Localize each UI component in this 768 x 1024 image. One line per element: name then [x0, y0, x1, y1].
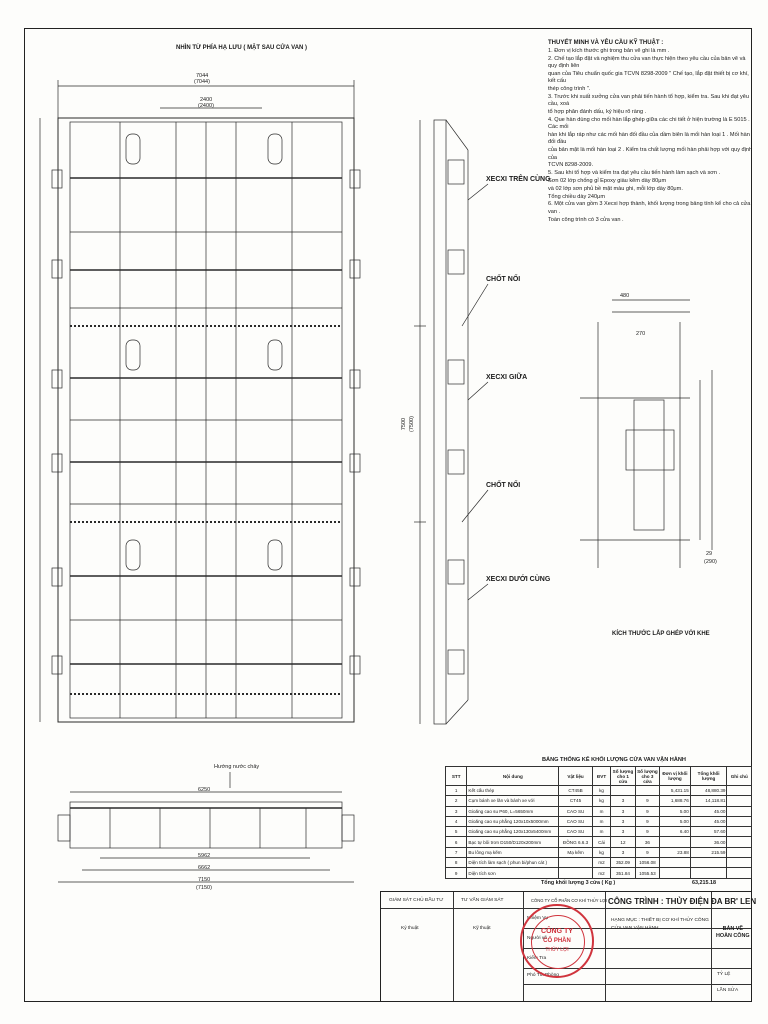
quantity-table-title: BẢNG THỐNG KÊ KHỐI LƯỢNG CỬA VAN VẬN HÀNH [542, 757, 686, 763]
note-line: Tổng chiều dày 240μm [548, 193, 606, 200]
table-cell [559, 858, 593, 868]
seal-line-2: CỔ PHẦN [543, 938, 571, 944]
scale-label: TỶ LỆ [717, 972, 731, 977]
table-row [446, 796, 752, 806]
table-cell: m2 [592, 858, 610, 868]
table-cell [727, 806, 752, 816]
table-cell [727, 827, 752, 837]
plan-dim-2: 5962 [198, 853, 211, 859]
table-cell: 36.00 [690, 837, 727, 847]
table-cell: 4 [446, 816, 467, 826]
table-cell: Mạ kẽm [559, 847, 593, 857]
table-cell: 215.59 [690, 847, 727, 857]
table-cell: m [592, 806, 610, 816]
table-cell: 5 [446, 827, 467, 837]
table-cell: m2 [592, 868, 610, 878]
col-header: STT [446, 767, 467, 786]
table-cell: kg [592, 786, 610, 796]
drawing-type-line-2: HOÀN CÔNG [716, 932, 750, 939]
table-cell: 3 [611, 796, 635, 806]
dim-lug-spacing-alt: (2400) [198, 103, 214, 109]
note-line: tổ hợp phân đánh dấu, ký hiệu rõ ràng . [548, 109, 647, 115]
table-cell: Gioăng cao su P60, L=5650mm [467, 806, 559, 816]
table-row [446, 827, 752, 837]
project-title: CÔNG TRÌNH : THỦY ĐIỆN ĐA BR' LEN [608, 897, 757, 906]
table-cell: 48,880.39 [690, 786, 727, 796]
dim-overall-width-alt: (7044) [194, 79, 210, 85]
table-cell [559, 868, 593, 878]
quantity-table [445, 766, 752, 879]
table-cell: CT45B [559, 786, 593, 796]
table-cell [660, 837, 691, 847]
table-cell: 9 [446, 868, 467, 878]
dim-overall-width: 7044 [196, 73, 209, 79]
role-task: Nhiệm Vụ [527, 916, 549, 921]
table-cell: Bạc tự bôi trơn D150/D120x200mm [467, 837, 559, 847]
table-cell: 36 [635, 837, 659, 847]
table-cell: 3 [611, 806, 635, 816]
table-cell: Diện tích làm sạch ( phun bi/phun cát ) [467, 858, 559, 868]
table-cell: 8 [446, 858, 467, 868]
table-cell [660, 858, 691, 868]
table-cell: CAO SU [559, 806, 593, 816]
dim-gate-height-alt: (7500) [408, 416, 415, 432]
col-header: ĐVT [592, 767, 610, 786]
table-cell: 5.00 [660, 806, 691, 816]
table-cell: 3 [611, 827, 635, 837]
note-line: Toàn công trình có 3 cửa van . [548, 216, 624, 223]
table-cell [727, 837, 752, 847]
detail-dim-2: 270 [636, 331, 646, 337]
col-header: Số lượng cho 3 cửa [637, 768, 658, 784]
table-cell: m [592, 816, 610, 826]
detail-title: KÍCH THƯỚC LẮP GHÉP VỚI KHE [612, 631, 710, 637]
note-line: 1. Đơn vị kích thước ghi trong bản vẽ ghi là mm . [548, 47, 670, 54]
owner-supervision: GIÁM SÁT CHỦ ĐẦU TƯ [389, 898, 444, 903]
col-header: Số lượng cho 1 cửa [612, 768, 634, 784]
table-cell: Gioăng cao su phẳng 120x10x5000mm [467, 816, 559, 826]
table-cell: 352.09 [611, 858, 635, 868]
table-cell: Cụm bánh xe lăn và bánh xe với [467, 796, 559, 806]
table-cell: 45.00 [690, 806, 727, 816]
table-cell [727, 858, 752, 868]
plan-dim-1: 6250 [198, 787, 211, 793]
table-cell [660, 868, 691, 878]
role-checker: Kiểm Tra [527, 956, 547, 961]
technical-notes [548, 40, 753, 224]
table-cell: Gioăng cao su phẳng 120x130x5400mm [467, 827, 559, 837]
table-cell: 2 [446, 796, 467, 806]
table-cell: 9 [635, 816, 659, 826]
col-header: Nội dung [467, 767, 559, 786]
table-cell: 12 [611, 837, 635, 847]
label-bottom-section: XECXI DƯỚI CÙNG [486, 576, 551, 583]
table-cell: 3 [611, 847, 635, 857]
owner-sign: Ký thuật [401, 926, 419, 931]
col-header: Vật liệu [559, 767, 593, 786]
plan-dim-3: 6662 [198, 865, 211, 871]
plan-dim-4-alt: (7150) [196, 885, 212, 891]
note-line: và 02 lớp sơn phủ bề mặt màu ghi, mỗi lớp dày 80μm. [548, 185, 683, 192]
table-row [446, 858, 752, 868]
table-cell: Kết cấu thép [467, 786, 559, 796]
note-line: 3. Trước khi xuất xưởng cửa van phải tiến hành tổ hợp, kiểm tra. Sau khi đạt yêu cầu, xoá [548, 93, 750, 108]
table-row [446, 816, 752, 826]
table-row [446, 837, 752, 847]
table-cell: 9 [635, 806, 659, 816]
table-cell [727, 847, 752, 857]
company-seal [520, 904, 594, 978]
table-cell: 9 [635, 847, 659, 857]
detail-dim-3: 29 [706, 551, 713, 557]
table-cell [727, 796, 752, 806]
table-row [446, 847, 752, 857]
detail-dim-3-alt: (290) [704, 559, 717, 565]
table-cell: ĐỒNG 6.6.3 [559, 837, 593, 847]
table-cell [635, 786, 659, 796]
table-cell: 3 [446, 806, 467, 816]
label-middle-section: XECXI GIỮA [486, 374, 528, 381]
note-line: 4. Que hàn dùng cho mối hàn lắp ghép giữa các chi tiết ở hiện trường là E 5015 . Các mối [548, 116, 750, 131]
detail-dim-1: 480 [620, 293, 630, 299]
gate-side-section [414, 120, 488, 724]
dim-lug-spacing: 2400 [200, 97, 213, 103]
label-top-section: XECXI TRÊN CÙNG [486, 176, 551, 183]
table-cell: CAO SU [559, 827, 593, 837]
col-header: Ghi chú [727, 767, 752, 786]
table-cell: 351.84 [611, 868, 635, 878]
note-line: hàn khi lắp ráp như các mối hàn đối đầu của dầm biên là mối hàn loại 1 . Mối hàn đối đầu [548, 132, 750, 146]
table-cell: 1056.08 [635, 858, 659, 868]
table-cell: 9 [635, 827, 659, 837]
table-cell [727, 868, 752, 878]
table-cell [611, 786, 635, 796]
role-drawer: Người vẽ [527, 936, 547, 941]
label-pin-joint-1: CHỐT NỐI [486, 276, 521, 283]
table-cell: 57.60 [690, 827, 727, 837]
note-line: Sơn 02 lớp chống gỉ Epoxy giàu kẽm dày 80μm [548, 178, 667, 184]
consultant-supervision: TƯ VẤN GIÁM SÁT [461, 898, 504, 903]
table-cell: 3 [611, 816, 635, 826]
label-pin-joint-2: CHỐT NỐI [486, 482, 521, 489]
seal-line-1: CÔNG TY [541, 928, 573, 935]
drawing-type-line-1: BẢN VẼ [722, 926, 743, 932]
table-cell: 5,431.15 [660, 786, 691, 796]
item-mechanical: HẠNG MỤC : THIẾT BỊ CƠ KHÍ THỦY CÔNG [611, 918, 709, 923]
table-cell: CAO SU [559, 816, 593, 826]
table-row [446, 868, 752, 878]
revision-label: LẦN SỬA [717, 988, 739, 993]
note-line: TCVN 8298-2009. [548, 162, 594, 169]
contractor-name: CÔNG TY CỔ PHẦN CƠ KHÍ THỦY LỢI [531, 898, 607, 903]
consultant-sign: Kỹ thuật [473, 926, 491, 931]
table-cell [690, 858, 727, 868]
table-cell: 6 [446, 837, 467, 847]
role-deputy: Phó Tổ. Phòng [527, 973, 559, 978]
table-cell: Cái [592, 837, 610, 847]
dim-gate-height: 7500 [401, 417, 408, 431]
note-line: 2. Chế tạo lắp đặt và nghiệm thu cửa van thực hiện theo yêu cầu của bản vẽ và quy định liên [548, 55, 746, 69]
notes-title: THUYẾT MINH VÀ YÊU CẦU KỸ THUẬT : [548, 40, 664, 46]
col-header: Tổng khối lượng [690, 767, 727, 786]
total-label: Tổng khối lượng 3 cửa ( Kg ) [541, 880, 616, 886]
table-cell: 6.40 [660, 827, 691, 837]
plan-dim-4: 7150 [198, 877, 211, 883]
table-cell: CT45 [559, 796, 593, 806]
table-row [446, 786, 752, 796]
elevation-title: NHÌN TỪ PHÍA HẠ LƯU ( MẶT SAU CỬA VAN ) [176, 45, 308, 51]
table-cell: 9 [635, 796, 659, 806]
plan-flow-direction: Hướng nước chảy [214, 764, 260, 770]
seal-detail-view [580, 300, 712, 568]
table-cell: 1055.53 [635, 868, 659, 878]
note-line: quan của Tiêu chuẩn quốc gia TCVN 8298-2009 " Chế tạo, lắp đặt thiết bị cơ khí, kết cấu [548, 70, 749, 85]
table-cell [727, 786, 752, 796]
item-gate: CỬA VAN VẬN HÀNH [611, 926, 659, 931]
note-line: của bản mặt là mối hàn loại 2 . Kiểm tra chất lượng mối hàn phải hợp với quy định của [548, 147, 753, 161]
drawing-type [716, 926, 750, 939]
col-header: Đơn vị khối lượng [660, 767, 691, 786]
table-cell: kg [592, 847, 610, 857]
table-cell [690, 868, 727, 878]
table-row [446, 806, 752, 816]
note-line: thép công trình ". [548, 86, 591, 92]
table-cell [727, 816, 752, 826]
table-cell: Bu lông mạ kẽm [467, 847, 559, 857]
seal-line-3: THỦY LỢI [545, 947, 569, 953]
table-cell: 14,118.81 [690, 796, 727, 806]
table-cell: 5.00 [660, 816, 691, 826]
table-cell: kg [592, 796, 610, 806]
note-line: 6. Một cửa van gồm 3 Xecxi hợp thành, khối lượng trong bảng tính kể cho cả cửa van . [548, 201, 751, 215]
table-cell: 1 [446, 786, 467, 796]
table-cell: 45.00 [690, 816, 727, 826]
table-cell: m [592, 827, 610, 837]
table-cell: Diện tích sơn [467, 868, 559, 878]
table-cell: 1,688.76 [660, 796, 691, 806]
total-value: 63,215.18 [692, 880, 716, 886]
table-cell: 23.88 [660, 847, 691, 857]
note-line: 5. Sau khi tổ hợp và kiểm tra đạt yêu cầu tiến hành làm sạch và sơn . [548, 170, 721, 177]
table-cell: 7 [446, 847, 467, 857]
gate-elevation [40, 80, 360, 722]
